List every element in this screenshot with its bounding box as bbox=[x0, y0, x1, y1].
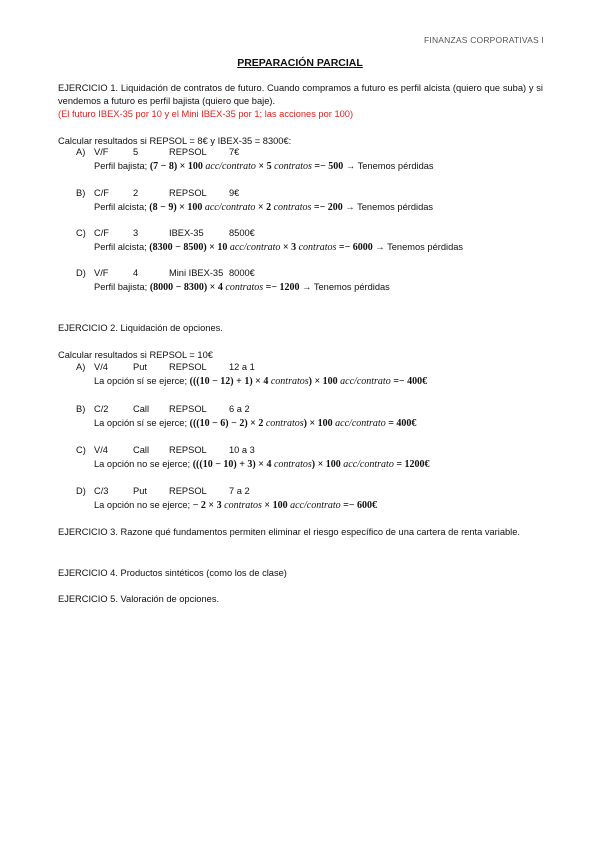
ex1-note: (El futuro IBEX-35 por 10 y el Mini IBEX-35 por 1; las acciones por 100) bbox=[58, 109, 354, 119]
item-type: Put bbox=[133, 486, 147, 496]
ex2-item-c-head bbox=[76, 445, 255, 455]
ex1-item-b-head bbox=[76, 188, 239, 198]
item-range: 7 a 2 bbox=[229, 486, 250, 496]
item-math: (8000 − 8300) × 4 bbox=[149, 282, 223, 293]
item-lead: Perfil bajista; bbox=[94, 282, 150, 292]
ex1-item-a-line bbox=[94, 161, 434, 172]
item-price: 8500€ bbox=[229, 228, 255, 238]
item-unit2: contratos bbox=[273, 202, 312, 213]
item-result: =− 600€ bbox=[340, 500, 378, 511]
item-unit1: acc/contrato bbox=[204, 202, 256, 213]
item-math: (((10 − 10) + 3) × 4 bbox=[192, 459, 272, 470]
item-result: = 1200€ bbox=[393, 459, 430, 470]
item-unit2: acc/contrato bbox=[340, 376, 391, 387]
item-price: 8000€ bbox=[229, 268, 255, 278]
ex2-item-d-head bbox=[76, 486, 250, 496]
item-qty: 3 bbox=[133, 228, 139, 238]
item-math: (7 − 8) × 100 bbox=[149, 161, 203, 172]
item-range: 10 a 3 bbox=[229, 445, 255, 455]
ex1-heading: EJERCICIO 1. Liquidación de contratos de futuro. Cuando compramos a futuro es perfil alcista (quiero que suba) y si vendemos a futuro es perfil bajista (quiero que baje). bbox=[58, 83, 543, 106]
page-title: PREPARACIÓN PARCIAL bbox=[237, 57, 363, 69]
item-code: V/4 bbox=[94, 362, 108, 372]
item-qty: 2 bbox=[133, 188, 139, 198]
item-math: (8300 − 8500) × 10 bbox=[149, 242, 228, 253]
item-unit1: contratos bbox=[270, 376, 309, 387]
item-letter: A) bbox=[76, 362, 86, 372]
item-code: C/F bbox=[94, 188, 109, 198]
item-tail: → Tenemos pérdidas bbox=[299, 282, 390, 292]
item-unit2: acc/contrato bbox=[335, 418, 386, 429]
item-unit1: acc/contrato bbox=[205, 161, 256, 172]
item-result: =− 6000 bbox=[336, 242, 373, 253]
item-name: REPSOL bbox=[169, 147, 207, 157]
item-letter: A) bbox=[76, 147, 86, 157]
item-range: 12 a 1 bbox=[229, 362, 255, 372]
item-mid: × 5 bbox=[255, 161, 275, 172]
item-unit1: acc/contrato bbox=[229, 242, 281, 253]
item-code: C/2 bbox=[94, 404, 109, 414]
item-code: V/F bbox=[94, 268, 109, 278]
ex2-item-d-line bbox=[94, 500, 377, 511]
item-mid: × 100 bbox=[261, 500, 288, 511]
ex2-item-a-head bbox=[76, 362, 255, 372]
item-name: REPSOL bbox=[169, 404, 207, 414]
item-code: C/3 bbox=[94, 486, 109, 496]
item-mid: × 3 bbox=[280, 242, 299, 253]
item-type: Call bbox=[133, 445, 150, 455]
item-qty: 4 bbox=[133, 268, 139, 278]
item-result: =− 400€ bbox=[390, 376, 428, 387]
item-code: V/4 bbox=[94, 445, 108, 455]
ex1-item-b-line bbox=[94, 202, 433, 213]
item-name: REPSOL bbox=[169, 362, 207, 372]
ex5-text: EJERCICIO 5. Valoración de opciones. bbox=[58, 594, 220, 604]
item-math: (((10 − 6) − 2) × 2 bbox=[189, 418, 264, 429]
item-lead: La opción no se ejerce; bbox=[94, 500, 193, 510]
item-letter: D) bbox=[76, 486, 86, 496]
item-unit2: contratos bbox=[274, 161, 312, 172]
ex2-item-b-head bbox=[76, 404, 250, 414]
item-tail: → Tenemos pérdidas bbox=[372, 242, 464, 252]
ex2-calc: Calcular resultados si REPSOL = 10€ bbox=[58, 350, 213, 360]
ex3-text: EJERCICIO 3. Razone qué fundamentos permiten eliminar el riesgo específico de una cartera de renta variable. bbox=[58, 527, 520, 537]
item-result: =− 200 bbox=[311, 202, 343, 213]
item-unit1: contratos bbox=[224, 500, 262, 511]
item-type: Call bbox=[133, 404, 150, 414]
ex2-item-a-line bbox=[94, 376, 427, 387]
item-lead: La opción no se ejerce; bbox=[94, 459, 193, 469]
item-letter: B) bbox=[76, 188, 86, 198]
ex1-item-c-line bbox=[94, 242, 463, 253]
ex4-text: EJERCICIO 4. Productos sintéticos (como los de clase) bbox=[58, 568, 287, 578]
item-range: 6 a 2 bbox=[229, 404, 250, 414]
item-math: (8 − 9) × 100 bbox=[149, 202, 203, 213]
item-code: V/F bbox=[94, 147, 109, 157]
ex2-heading: EJERCICIO 2. Liquidación de opciones. bbox=[58, 323, 223, 333]
ex1-item-d-line bbox=[94, 282, 390, 293]
item-name: REPSOL bbox=[169, 486, 207, 496]
item-unit2: acc/contrato bbox=[343, 459, 394, 470]
item-type: Put bbox=[133, 362, 147, 372]
item-qty: 5 bbox=[133, 147, 139, 157]
item-result: =− 1200 bbox=[263, 282, 300, 293]
item-result: = 400€ bbox=[385, 418, 417, 429]
ex1-item-d-head bbox=[76, 268, 255, 278]
item-letter: B) bbox=[76, 404, 86, 414]
course-header: FINANZAS CORPORATIVAS I bbox=[424, 35, 544, 45]
item-price: 7€ bbox=[229, 147, 240, 157]
item-mid: ) × 100 bbox=[311, 459, 341, 470]
ex2-item-b-line bbox=[94, 418, 416, 429]
ex1-item-c-head bbox=[76, 228, 255, 238]
ex2-item-c-line bbox=[94, 459, 430, 470]
item-name: Mini IBEX-35 bbox=[169, 268, 224, 278]
item-tail: → Tenemos pérdidas bbox=[343, 161, 434, 171]
item-letter: D) bbox=[76, 268, 86, 278]
item-mid: ) × 100 bbox=[308, 376, 338, 387]
item-price: 9€ bbox=[229, 188, 240, 198]
item-name: IBEX-35 bbox=[169, 228, 204, 238]
item-lead: Perfil bajista; bbox=[94, 161, 150, 171]
item-tail: → Tenemos pérdidas bbox=[342, 202, 434, 212]
item-math: (((10 − 12) + 1) × 4 bbox=[189, 376, 269, 387]
item-name: REPSOL bbox=[169, 445, 207, 455]
item-letter: C) bbox=[76, 445, 86, 455]
item-lead: Perfil alcista; bbox=[94, 202, 150, 212]
item-code: C/F bbox=[94, 228, 109, 238]
item-result: =− 500 bbox=[311, 161, 344, 172]
item-lead: La opción sí se ejerce; bbox=[94, 418, 190, 428]
item-mid: ) × 100 bbox=[303, 418, 333, 429]
item-lead: La opción sí se ejerce; bbox=[94, 376, 190, 386]
item-lead: Perfil alcista; bbox=[94, 242, 150, 252]
item-unit1: contratos bbox=[273, 459, 312, 470]
item-name: REPSOL bbox=[169, 188, 207, 198]
item-letter: C) bbox=[76, 228, 86, 238]
item-math: − 2 × 3 bbox=[192, 500, 222, 511]
item-unit2: contratos bbox=[298, 242, 337, 253]
item-unit1: contratos bbox=[225, 282, 264, 293]
item-unit2: acc/contrato bbox=[290, 500, 341, 511]
ex1-item-a-head bbox=[76, 147, 239, 157]
item-mid: × 2 bbox=[255, 202, 274, 213]
ex1-calc: Calcular resultados si REPSOL = 8€ y IBEX-35 = 8300€: bbox=[58, 136, 292, 146]
item-unit1: contratos bbox=[265, 418, 304, 429]
